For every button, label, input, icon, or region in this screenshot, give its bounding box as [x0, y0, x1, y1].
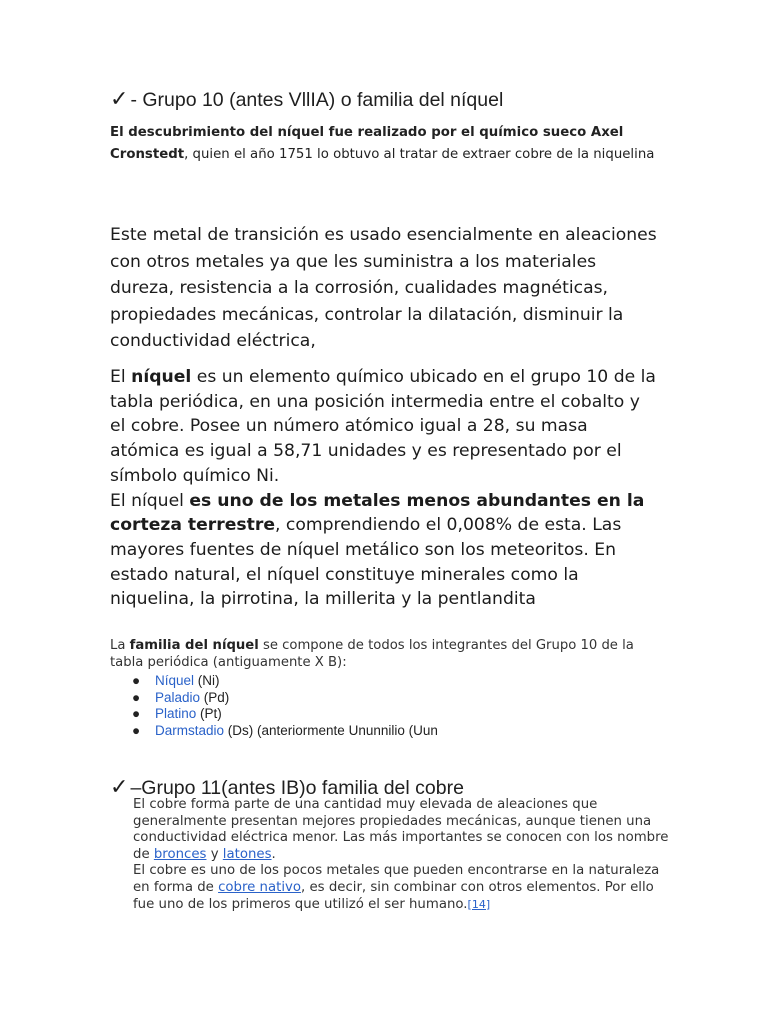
element-symbol: (Pd)	[200, 689, 230, 705]
text: y	[206, 846, 223, 862]
checkmark-icon: ✓	[110, 774, 129, 799]
text: .	[271, 846, 276, 862]
paragraph-niquel	[110, 365, 658, 612]
text: La	[110, 638, 130, 653]
intro-rest: , quien el año 1751 lo obtuvo al tratar de extraer cobre de la niquelina	[184, 147, 655, 162]
intro-paragraph	[110, 122, 658, 166]
text: se compone de todos los integrantes del Grupo 10 de la tabla periódica (antiguamente X B):	[110, 638, 634, 670]
element-link[interactable]: Níquel	[155, 673, 195, 688]
cobre-paragraph	[133, 797, 672, 913]
list-item	[110, 723, 438, 740]
list-item	[110, 706, 438, 723]
heading-text: –Grupo 11(antes IB)o familia del cobre	[130, 777, 464, 799]
element-list	[110, 673, 438, 739]
intro-bold: El descubrimiento del níquel fue realizado por el químico sueco Axel Cronstedt	[110, 125, 624, 162]
familia-paragraph	[110, 638, 658, 671]
reference-link[interactable]: [14]	[467, 897, 491, 911]
text: El	[110, 367, 132, 387]
cobre-nativo-link[interactable]: cobre nativo	[218, 879, 302, 895]
text: El cobre forma parte de una cantidad muy elevada de aleaciones que generalmente presentan mejores propiedades mecánicas, aunque tienen una conductividad eléctrica menor. Las más importantes se conocen con los nombre de	[133, 797, 669, 862]
text: es un elemento químico ubicado en el grupo 10 de la tabla periódica, en una posición intermedia entre el cobalto y el cobre. Posee un número atómico igual a 28, su masa atómica es igual a 58,71 unidades y es representado por el símbolo químico Ni.	[110, 367, 656, 486]
element-link[interactable]: Platino	[155, 706, 197, 721]
bronces-link[interactable]: bronces	[153, 846, 207, 862]
list-item	[110, 690, 438, 707]
element-symbol: (Ni)	[194, 673, 220, 688]
list-item	[110, 673, 438, 690]
element-symbol: (Pt)	[196, 706, 222, 721]
bullet-icon: ●	[132, 706, 141, 721]
paragraph-uses: Este metal de transición es usado esencialmente en aleaciones con otros metales ya que les suministra a los materiales dureza, resistencia a la corrosión, cualidades magnéticas, propiedades mecánicas, controlar la dilatación, disminuir la conductividad eléctrica,	[110, 225, 657, 351]
bullet-icon: ●	[132, 673, 141, 688]
element-link[interactable]: Paladio	[155, 689, 201, 705]
latones-link[interactable]: latones	[222, 846, 272, 862]
text: El níquel	[110, 490, 190, 511]
bullet-icon: ●	[132, 722, 141, 738]
bold-text: níquel	[131, 367, 192, 387]
element-symbol: (Ds) (anteriormente Ununnilio (Uun	[224, 722, 438, 738]
text: , comprendiendo el 0,008% de esta. Las mayores fuentes de níquel metálico son los meteoritos. En estado natural, el níquel constituye minerales como la niquelina, la pirrotina, la millerita y la pentlandita	[110, 515, 622, 610]
text: , es decir, sin combinar con otros elementos. Por ello fue uno de los primeros que utilizó el ser humano.	[133, 879, 654, 912]
heading-grupo-10	[110, 86, 658, 112]
heading-text: - Grupo 10 (antes VllIA) o familia del níquel	[130, 89, 504, 111]
element-link[interactable]: Darmstadio	[155, 722, 225, 738]
bold-text: familia del níquel	[129, 638, 259, 653]
bold-text: es uno de los metales menos abundantes en la corteza terrestre	[110, 490, 645, 536]
checkmark-icon: ✓	[110, 86, 129, 111]
bullet-icon: ●	[132, 689, 141, 705]
text: El cobre es uno de los pocos metales que pueden encontrarse en la naturaleza en forma de	[133, 863, 660, 895]
